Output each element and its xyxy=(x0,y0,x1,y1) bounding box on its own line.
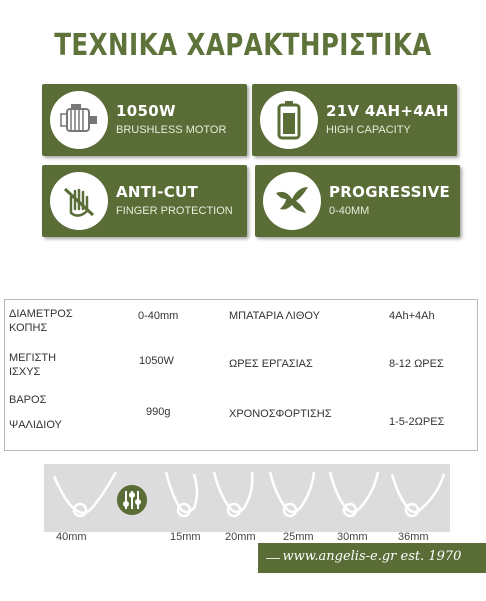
spec-label: ΩΡΕΣ ΕΡΓΑΣΙΑΣ xyxy=(229,358,313,370)
spec-label: ΧΡΟΝΟΣΦΟΡΤΙΣΗΣ xyxy=(229,408,332,420)
feature-subtitle: BRUSHLESS MOTOR xyxy=(116,124,227,136)
feature-subtitle: 0-40MM xyxy=(329,205,370,217)
feature-subtitle: FINGER PROTECTION xyxy=(116,205,233,217)
blade-15mm-icon xyxy=(166,472,197,516)
blade-36mm-icon xyxy=(392,474,444,516)
motor-icon xyxy=(50,91,108,149)
blade-opening-panel xyxy=(44,464,450,532)
spec-label: ΙΣΧΥΣ xyxy=(9,366,41,378)
bird-icon xyxy=(263,172,321,230)
cut-size-label: 40mm xyxy=(56,531,87,543)
spec-label: ΜΕΓΙΣΤΗ xyxy=(9,352,57,364)
feature-card-motor xyxy=(42,84,247,156)
spec-value: 1-5-2ΩΡΕΣ xyxy=(389,416,445,428)
hand-protection-icon xyxy=(50,172,108,230)
spec-label: ΜΠΑΤΑΡΙΑ ΛΙΘΟΥ xyxy=(229,310,320,322)
feature-card-battery xyxy=(252,84,457,156)
specs-table xyxy=(4,299,478,451)
cut-size-label: 15mm xyxy=(170,531,201,543)
feature-card-progressive xyxy=(255,165,460,237)
cut-size-label: 25mm xyxy=(283,531,314,543)
footer-website: www.angelis-e.gr est. 1970 xyxy=(282,549,462,564)
page-title: ΤΕΧΝΙΚΑ ΧΑΡΑΚΤΗΡΙΣΤΙΚΑ xyxy=(54,28,432,63)
feature-card-anti-cut xyxy=(42,165,247,237)
feature-title: PROGRESSIVE xyxy=(329,183,451,201)
spec-value: 4Ah+4Ah xyxy=(389,310,435,322)
feature-title: 21V 4AH+4AH xyxy=(326,102,449,120)
spec-value: 990g xyxy=(146,406,171,418)
feature-title: ANTI-CUT xyxy=(116,183,199,201)
blade-20mm-icon xyxy=(214,472,252,516)
spec-value: 8-12 ΩΡΕΣ xyxy=(389,358,444,370)
spec-label: ΒΑΡΟΣ xyxy=(9,394,47,406)
feature-subtitle: HIGH CAPACITY xyxy=(326,124,411,136)
footer-banner xyxy=(258,543,486,573)
feature-title: 1050W xyxy=(116,102,176,120)
cut-size-label: 36mm xyxy=(398,531,429,543)
spec-label: ΔΙΑΜΕΤΡΟΣ xyxy=(9,308,73,320)
cut-size-label: 20mm xyxy=(225,531,256,543)
adjust-sliders-icon xyxy=(118,486,146,514)
spec-value: 1050W xyxy=(139,355,174,367)
spec-label: ΚΟΠΗΣ xyxy=(9,322,48,334)
spec-label: ΨΑΛΙΔΙΟΥ xyxy=(9,419,62,431)
blade-25mm-icon xyxy=(270,472,314,516)
blade-40mm-icon xyxy=(54,472,116,516)
cut-size-label: 30mm xyxy=(337,531,368,543)
blade-30mm-icon xyxy=(330,472,378,516)
battery-icon xyxy=(260,91,318,149)
spec-value: 0-40mm xyxy=(138,310,179,322)
